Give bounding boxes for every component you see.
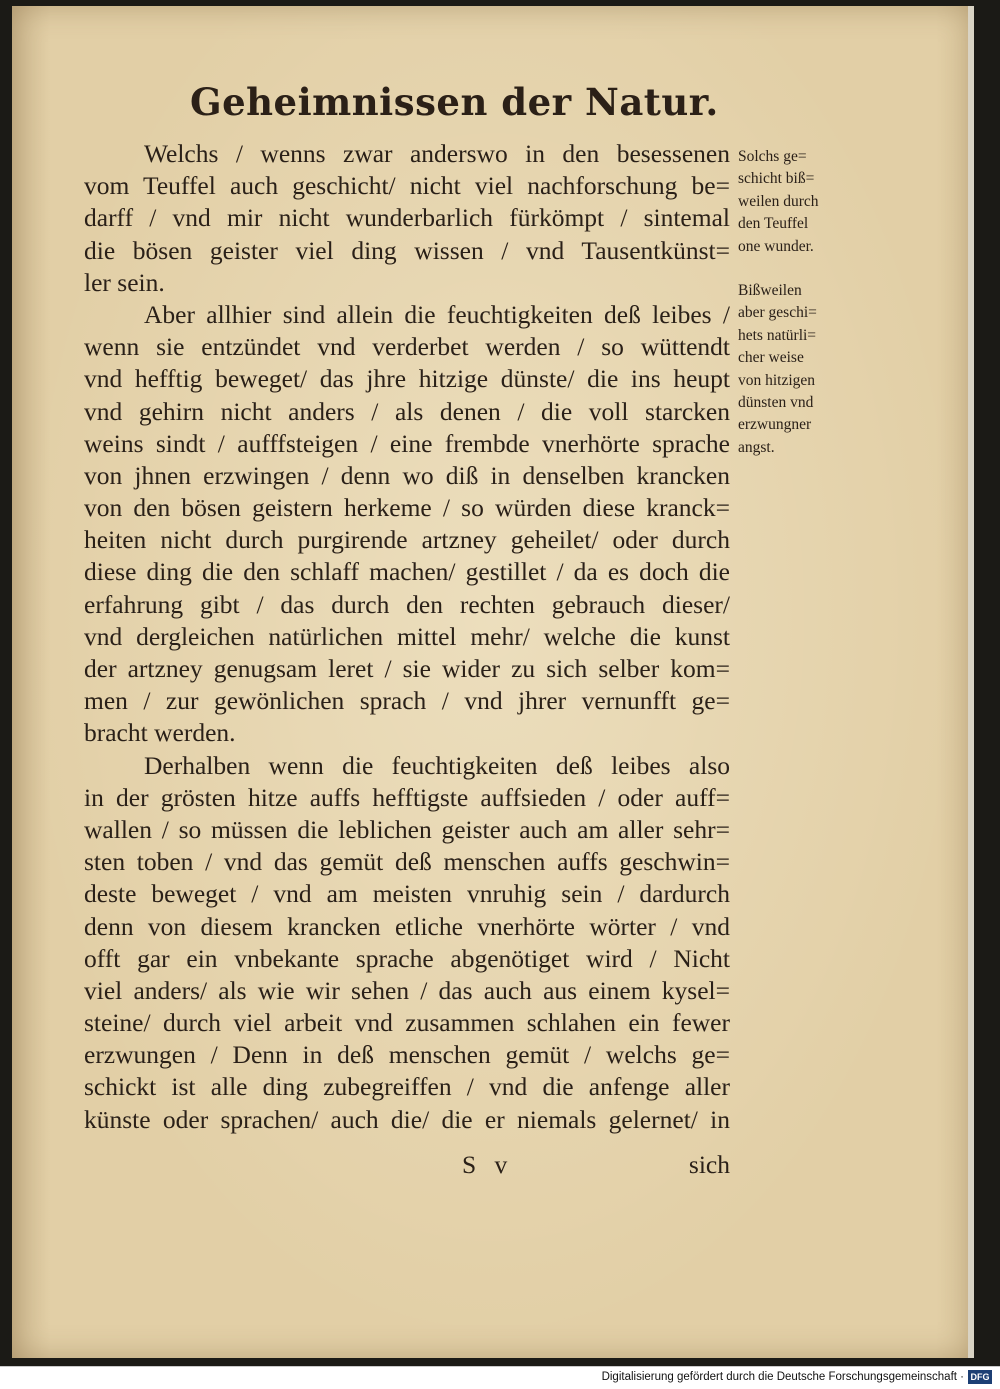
body-line: wenn sie entzündet vnd verderbet werden / so wüttendt [84, 332, 730, 362]
body-line: darff / vnd mir nicht wunderbarlich fürkömpt / sintemal [84, 203, 730, 233]
body-line: von den bösen geistern herkeme / so würden diese kranck= [84, 493, 730, 523]
body-line: die bösen geister viel ding wissen / vnd Tausentkünst= [84, 235, 730, 265]
body-line: weins sindt / aufffsteigen / eine frembde vnerhörte sprache [84, 428, 730, 458]
note-line: one wunder. [738, 237, 814, 255]
body-line: in der grösten hitze auffs hefftigste auffsieden / oder auff= [84, 782, 730, 812]
body-line: vnd dergleichen natürlichen mittel mehr/ welche die kunst [84, 621, 730, 651]
body-line: heiten nicht durch purgirende artzney geheilet/ oder durch [84, 525, 730, 555]
body-line: Aber allhier sind allein die feuchtigkeiten deß leibes / [144, 299, 730, 329]
body-line: künste oder sprachen/ auch die/ die er niemals gelernet/ in [84, 1104, 730, 1134]
funding-credit: Digitalisierung gefördert durch die Deutsche Forschungsgemeinschaft · [601, 1371, 964, 1383]
note-line: dünsten vnd [738, 393, 814, 411]
body-line: vom Teuffel auch geschicht/ nicht viel nachforschung be= [84, 171, 730, 201]
body-line: erfahrung gibt / das durch den rechten gebrauch dieser/ [84, 589, 730, 619]
body-line: von jhnen erzwingen / denn wo diß in denselben krancken [84, 460, 730, 490]
signature-mark: S v [462, 1150, 514, 1179]
body-line: vnd gehirn nicht anders / als denen / die voll starcken [84, 396, 730, 426]
note-line: aber geschi= [738, 304, 817, 322]
note-line: erzwungner [738, 416, 812, 434]
note-line: Bißweilen [738, 281, 802, 299]
body-line: Welchs / wenns zwar anderswo in den besessenen [144, 139, 730, 168]
catchword: sich [688, 1150, 730, 1179]
digitization-footer [0, 1366, 1000, 1389]
page-edge [968, 6, 974, 1358]
body-line: men / zur gewönlichen sprach / vnd jhrer vernunfft ge= [84, 686, 730, 716]
body-line: steine/ durch viel arbeit vnd zusammen schlahen ein fewer [84, 1008, 730, 1038]
body-line: denn von diesem krancken etliche vnerhörte wörter / vnd [84, 911, 730, 941]
marginal-note [738, 280, 850, 459]
body-line: deste beweget / vnd am meisten vnruhig sein / dardurch [84, 879, 730, 909]
note-line: von hitzigen [738, 371, 816, 389]
body-text [84, 138, 730, 1136]
body-line: erzwungen / Denn in deß menschen gemüt / welchs ge= [84, 1040, 730, 1070]
marginal-notes [738, 146, 850, 481]
body-line: schickt ist alle ding zubegreiffen / vnd die anfenge aller [84, 1072, 730, 1102]
note-line: schicht biß= [738, 170, 815, 188]
body-line: ler sein. [84, 267, 165, 297]
body-line: bracht werden. [84, 718, 236, 748]
body-line: offt gar ein vnbekante sprache abgenötiget wird / Nicht [84, 943, 730, 973]
note-line: cher weise [738, 349, 804, 367]
body-line: viel anders/ als wie wir sehen / das auch aus einem kysel= [84, 975, 730, 1005]
body-line: wallen / so müssen die leblichen geister auch am aller sehr= [84, 814, 730, 844]
marginal-note [738, 146, 850, 258]
body-line: der artzney genugsam leret / sie wider zu sich selber kom= [84, 654, 730, 683]
note-line: Solchs ge= [738, 148, 807, 165]
body-line: sten toben / vnd das gemüt deß menschen auffs geschwin= [84, 847, 730, 877]
running-head: Geheimnissen der Natur. [190, 80, 719, 124]
note-line: angst. [738, 438, 775, 456]
note-line: den Teuffel [738, 215, 809, 233]
note-line: weilen durch [738, 192, 819, 210]
body-line: diese ding die den schlaff machen/ gestillet / da es doch die [84, 557, 730, 587]
dfg-logo-icon: DFG [968, 1370, 992, 1384]
page-footer-line [84, 1150, 730, 1184]
note-line: hets natürli= [738, 326, 817, 344]
body-line: vnd hefftig beweget/ das jhre hitzige dünste/ die ins heupt [84, 364, 730, 394]
body-line: Derhalben wenn die feuchtigkeiten deß leibes also [144, 750, 730, 780]
